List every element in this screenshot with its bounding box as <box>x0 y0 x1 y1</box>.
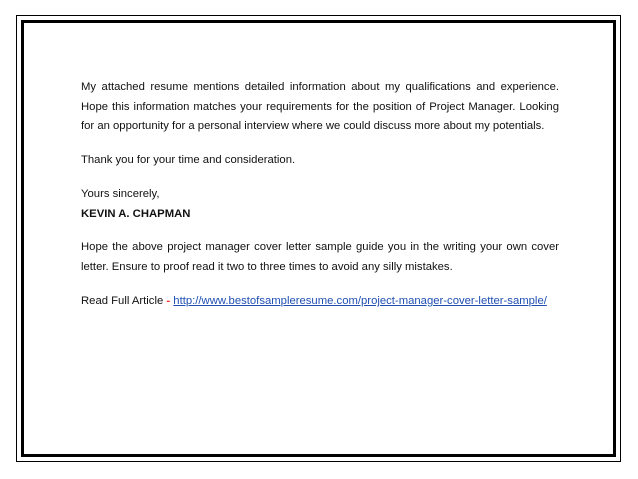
letter-body <box>81 78 559 311</box>
spacer <box>81 277 559 291</box>
spacer <box>81 137 559 151</box>
paragraph-guide-note: Hope the above project manager cover letter sample guide you in the writing your own cover letter. Ensure to proof read it two to three times to avoid any silly mistakes. <box>81 241 559 273</box>
read-full-article-line <box>81 291 559 311</box>
article-link[interactable]: http://www.bestofsampleresume.com/project-manager-cover-letter-sample/ <box>173 295 547 307</box>
spacer <box>81 170 559 184</box>
paragraph-qualifications: My attached resume mentions detailed information about my qualifications and experience. Hope this information matches your requirements for the position of Project Manager. Looking for an opportunity for a personal interview where we could discuss more about my potentials. <box>81 81 559 132</box>
separator-dash: - <box>166 295 171 307</box>
closing-line: Yours sincerely, <box>81 188 160 200</box>
read-full-article-label: Read Full Article <box>81 295 164 307</box>
spacer <box>81 224 559 238</box>
signature-name: KEVIN A. CHAPMAN <box>81 208 191 220</box>
paragraph-thanks: Thank you for your time and consideration. <box>81 153 296 166</box>
